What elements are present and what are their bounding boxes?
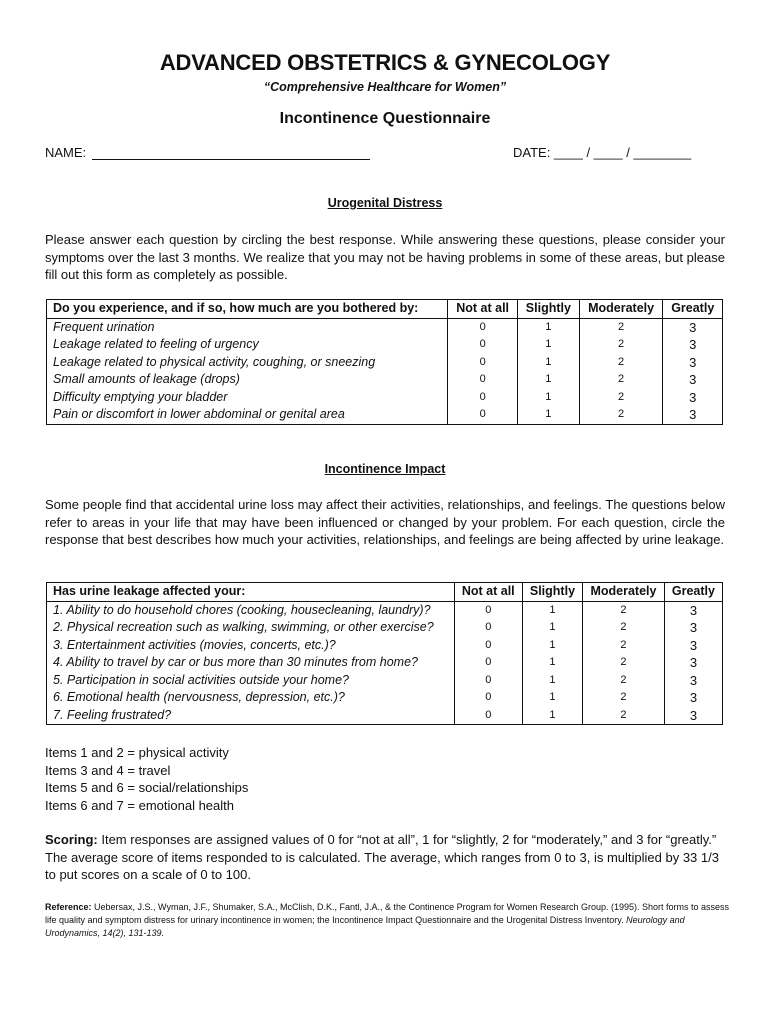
response-option[interactable]: 1	[522, 637, 582, 655]
response-option[interactable]: 2	[583, 601, 665, 619]
response-option[interactable]: 2	[579, 318, 663, 336]
document-title: Incontinence Questionnaire	[279, 110, 491, 127]
response-option[interactable]: 3	[663, 389, 723, 407]
column-slightly: Slightly	[522, 583, 582, 602]
table-row	[47, 654, 723, 672]
response-option[interactable]: 0	[454, 672, 522, 690]
response-option[interactable]: 2	[583, 689, 665, 707]
response-option[interactable]: 1	[522, 654, 582, 672]
response-option[interactable]: 2	[579, 389, 663, 407]
table-row	[47, 619, 723, 637]
column-slightly: Slightly	[518, 300, 580, 319]
response-option[interactable]: 3	[663, 406, 723, 424]
reference-label: Reference:	[45, 902, 92, 912]
question-text: 4. Ability to travel by car or bus more than 30 minutes from home?	[47, 654, 455, 672]
impact-question-header: Has urine leakage affected your:	[47, 583, 455, 602]
response-option[interactable]: 2	[579, 406, 663, 424]
table-row	[47, 336, 723, 354]
response-option[interactable]: 3	[663, 318, 723, 336]
response-option[interactable]: 1	[522, 619, 582, 637]
clinic-tagline: “Comprehensive Healthcare for Women”	[263, 80, 507, 94]
response-option[interactable]: 2	[579, 336, 663, 354]
response-option[interactable]: 0	[448, 336, 518, 354]
response-option[interactable]: 2	[583, 619, 665, 637]
response-option[interactable]: 0	[454, 654, 522, 672]
question-text: Leakage related to feeling of urgency	[47, 336, 448, 354]
response-option[interactable]: 1	[518, 354, 580, 372]
response-option[interactable]: 1	[522, 672, 582, 690]
urogenital-question-header: Do you experience, and if so, how much are you bothered by:	[47, 300, 448, 319]
item-group-line: Items 6 and 7 = emotional health	[45, 797, 234, 813]
response-option[interactable]: 0	[454, 707, 522, 725]
response-option[interactable]: 1	[518, 336, 580, 354]
response-option[interactable]: 0	[448, 371, 518, 389]
item-group-line: Items 5 and 6 = social/relationships	[45, 780, 249, 795]
table-header-row	[47, 300, 723, 319]
question-text: 1. Ability to do household chores (cooking, housecleaning, laundry)?	[47, 601, 455, 619]
question-text: 7. Feeling frustrated?	[47, 707, 455, 725]
response-option[interactable]: 0	[448, 318, 518, 336]
reference-paragraph	[45, 901, 735, 940]
response-option[interactable]: 3	[664, 601, 722, 619]
table-row	[47, 371, 723, 389]
response-option[interactable]: 0	[454, 637, 522, 655]
urogenital-section-title: Urogenital Distress	[327, 196, 443, 210]
scoring-paragraph	[45, 831, 725, 884]
response-option[interactable]: 3	[663, 354, 723, 372]
table-row	[47, 672, 723, 690]
table-row	[47, 406, 723, 424]
response-option[interactable]: 1	[518, 371, 580, 389]
question-text: Difficulty emptying your bladder	[47, 389, 448, 407]
column-greatly: Greatly	[664, 583, 722, 602]
reference-citation: Neurology and Urodynamics, 14(2), 131-139.	[45, 915, 685, 938]
reference-text: Uebersax, J.S., Wyman, J.F., Shumaker, S.A., McClish, D.K., Fantl, J.A., & the Continence Program for Women Research Group. (1995). Short forms to assess life quality and symptom distress for urinary incontinence in women; the Incontinence Impact Questionnaire and the Urogenital Distress Inventory.	[45, 902, 730, 925]
table-header-row	[47, 583, 723, 602]
response-option[interactable]: 1	[518, 318, 580, 336]
response-option[interactable]: 3	[663, 336, 723, 354]
response-option[interactable]: 2	[583, 672, 665, 690]
column-not-at-all: Not at all	[448, 300, 518, 319]
question-text: Frequent urination	[47, 318, 448, 336]
urogenital-instructions: Please answer each question by circling the best response. While answering these questions, please consider your symptoms over the last 3 months. We realize that you may not be having problems in some of these areas, but please fill out this form as completely as possible.	[45, 232, 725, 282]
response-option[interactable]: 0	[454, 601, 522, 619]
response-option[interactable]: 2	[579, 354, 663, 372]
column-greatly: Greatly	[663, 300, 723, 319]
response-option[interactable]: 0	[448, 389, 518, 407]
response-option[interactable]: 1	[518, 406, 580, 424]
table-row	[47, 637, 723, 655]
column-moderately: Moderately	[583, 583, 665, 602]
table-row	[47, 318, 723, 336]
response-option[interactable]: 0	[448, 354, 518, 372]
response-option[interactable]: 3	[664, 707, 722, 725]
question-text: Pain or discomfort in lower abdominal or genital area	[47, 406, 448, 424]
date-field[interactable]: DATE: ____ / ____ / ________	[513, 145, 692, 160]
question-text: 2. Physical recreation such as walking, swimming, or other exercise?	[47, 619, 455, 637]
response-option[interactable]: 1	[522, 601, 582, 619]
response-option[interactable]: 3	[664, 637, 722, 655]
response-option[interactable]: 0	[448, 406, 518, 424]
response-option[interactable]: 3	[664, 672, 722, 690]
name-row	[45, 145, 370, 160]
column-moderately: Moderately	[579, 300, 663, 319]
response-option[interactable]: 3	[663, 371, 723, 389]
impact-instructions: Some people find that accidental urine loss may affect their activities, relationships, and feelings. The questions below refer to areas in your life that may have been influenced or changed by your problem. For each question, circle the response that best describes how much your activities, relationships, and feelings are being affected by urine leakage.	[45, 497, 725, 547]
item-groupings	[45, 744, 248, 814]
impact-section-title: Incontinence Impact	[324, 462, 446, 476]
column-not-at-all: Not at all	[454, 583, 522, 602]
response-option[interactable]: 3	[664, 689, 722, 707]
table-row	[47, 707, 723, 725]
table-row	[47, 389, 723, 407]
question-text: Leakage related to physical activity, coughing, or sneezing	[47, 354, 448, 372]
question-text: 5. Participation in social activities outside your home?	[47, 672, 455, 690]
response-option[interactable]: 1	[522, 707, 582, 725]
question-text: 3. Entertainment activities (movies, concerts, etc.)?	[47, 637, 455, 655]
incontinence-impact-table	[46, 582, 723, 725]
table-row	[47, 689, 723, 707]
response-option[interactable]: 0	[454, 689, 522, 707]
response-option[interactable]: 2	[583, 637, 665, 655]
scoring-label: Scoring:	[45, 832, 98, 847]
question-text: Small amounts of leakage (drops)	[47, 371, 448, 389]
urogenital-distress-table	[46, 299, 723, 425]
response-option[interactable]: 1	[522, 689, 582, 707]
response-option[interactable]: 2	[583, 707, 665, 725]
scoring-text: Item responses are assigned values of 0 for “not at all”, 1 for “slightly, 2 for “moderately,” and 3 for “greatly.” The average score of items responded to is calculated. The average, which ranges from 0 to 3, is multiplied by 33 1/3 to put scores on a scale of 0 to 100.	[45, 832, 719, 882]
table-row	[47, 354, 723, 372]
clinic-name: ADVANCED OBSTETRICS & GYNECOLOGY	[159, 50, 611, 75]
name-field[interactable]	[92, 145, 370, 160]
item-group-line: Items 1 and 2 = physical activity	[45, 745, 229, 760]
response-option[interactable]: 2	[583, 654, 665, 672]
response-option[interactable]: 0	[454, 619, 522, 637]
name-label: NAME:	[45, 145, 87, 160]
item-group-line: Items 3 and 4 = travel	[45, 762, 171, 778]
response-option[interactable]: 2	[579, 371, 663, 389]
question-text: 6. Emotional health (nervousness, depression, etc.)?	[47, 689, 455, 707]
response-option[interactable]: 3	[664, 619, 722, 637]
table-row	[47, 601, 723, 619]
response-option[interactable]: 3	[664, 654, 722, 672]
response-option[interactable]: 1	[518, 389, 580, 407]
